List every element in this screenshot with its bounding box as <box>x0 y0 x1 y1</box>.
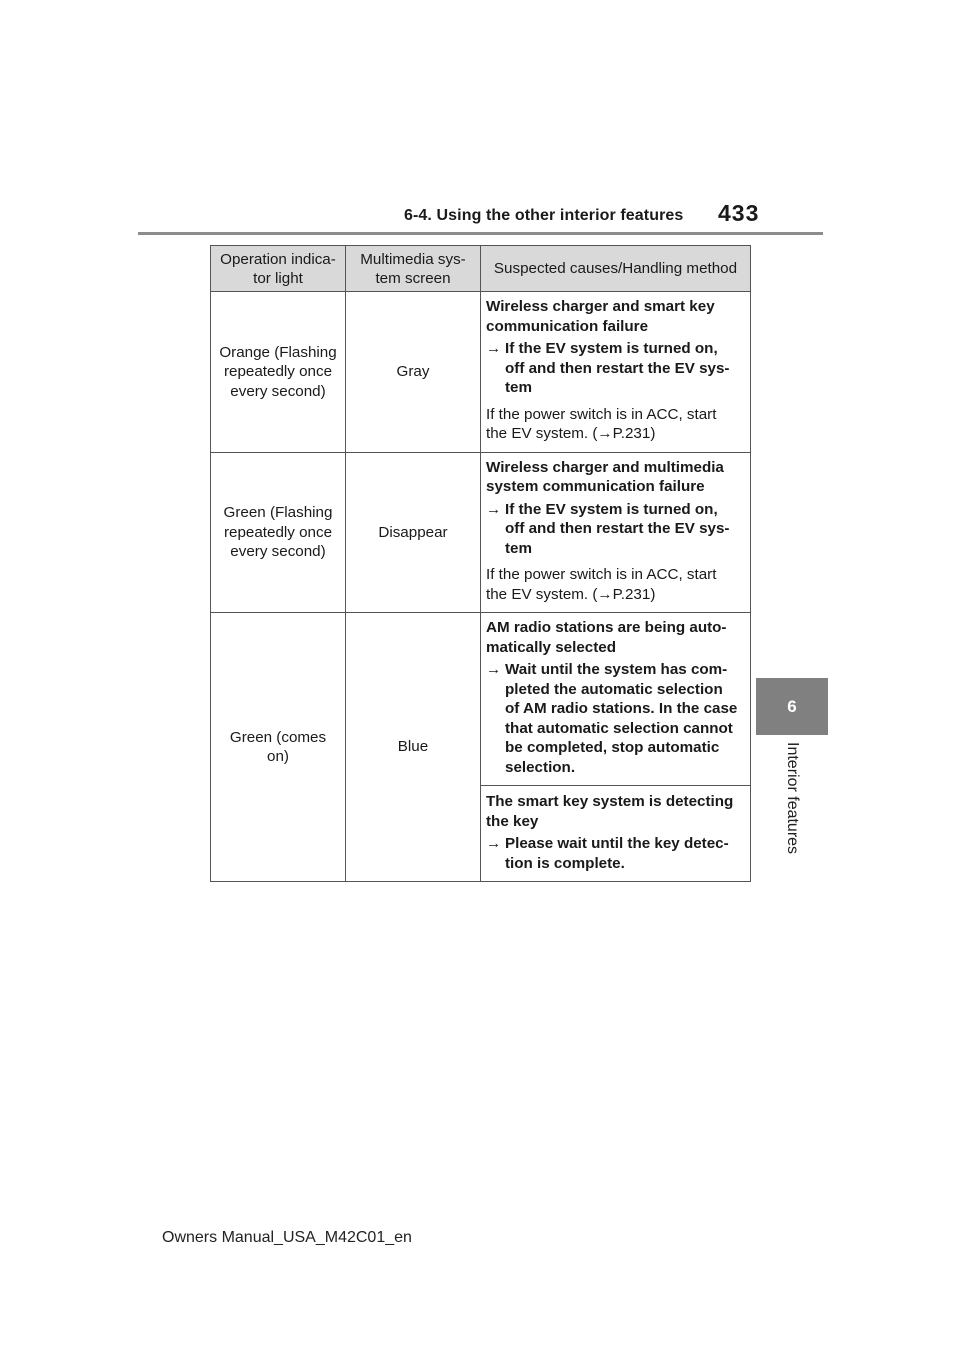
table-row <box>211 613 751 786</box>
arrow-icon: → <box>486 340 502 357</box>
action-text: → If the EV system is turned on, off and then restart the EV sys- tem <box>486 340 730 396</box>
action-text: → Wait until the system has com- pleted the automatic selection of AM radio stations. In the case that automatic selection cannot be completed, stop automatic selection. <box>486 661 738 776</box>
cause-text: Wireless charger and multimedia system communication failure <box>486 458 724 495</box>
screen-cell: Blue <box>346 613 481 882</box>
table-header-row <box>211 246 751 292</box>
indicator-cell: Green (comes on) <box>211 613 346 882</box>
cause-text: Wireless charger and smart key communication failure <box>486 298 715 335</box>
cause-text: AM radio stations are being auto- matically selected <box>486 619 727 656</box>
screen-cell: Disappear <box>346 452 481 613</box>
indicator-status-table <box>210 245 751 882</box>
chapter-tab[interactable]: 6 <box>756 678 828 735</box>
cause-text: The smart key system is detecting the key <box>486 793 734 830</box>
page-number: 433 <box>718 200 760 226</box>
arrow-icon: → <box>486 500 502 518</box>
table-row <box>211 452 751 613</box>
section-title: 6-4. Using the other interior features <box>404 207 684 224</box>
arrow-icon: → <box>486 835 502 852</box>
table-row <box>211 292 751 453</box>
footer-manual-id: Owners Manual_USA_M42C01_en <box>162 1229 412 1246</box>
note-text: If the power switch is in ACC, start the EV system. (→P.231) <box>486 405 717 442</box>
note-text: If the power switch is in ACC, start the EV system. (→P.231) <box>486 566 717 603</box>
causes-cell <box>481 292 751 453</box>
causes-cell <box>481 786 751 882</box>
column-header-causes: Suspected causes/Handling method <box>481 246 751 292</box>
arrow-icon: → <box>486 661 502 678</box>
indicator-cell: Orange (Flashing repeatedly once every second) <box>211 292 346 453</box>
causes-cell <box>481 613 751 786</box>
causes-cell <box>481 452 751 613</box>
action-text: → Please wait until the key detec- tion is complete. <box>486 835 729 872</box>
action-text: → If the EV system is turned on, off and then restart the EV sys- tem <box>486 500 730 557</box>
column-header-screen: Multimedia sys- tem screen <box>346 246 481 292</box>
header-divider <box>138 232 823 235</box>
column-header-indicator: Operation indica- tor light <box>211 246 346 292</box>
indicator-cell: Green (Flashing repeatedly once every second) <box>211 452 346 613</box>
screen-cell: Gray <box>346 292 481 453</box>
chapter-label: Interior features <box>784 742 801 855</box>
